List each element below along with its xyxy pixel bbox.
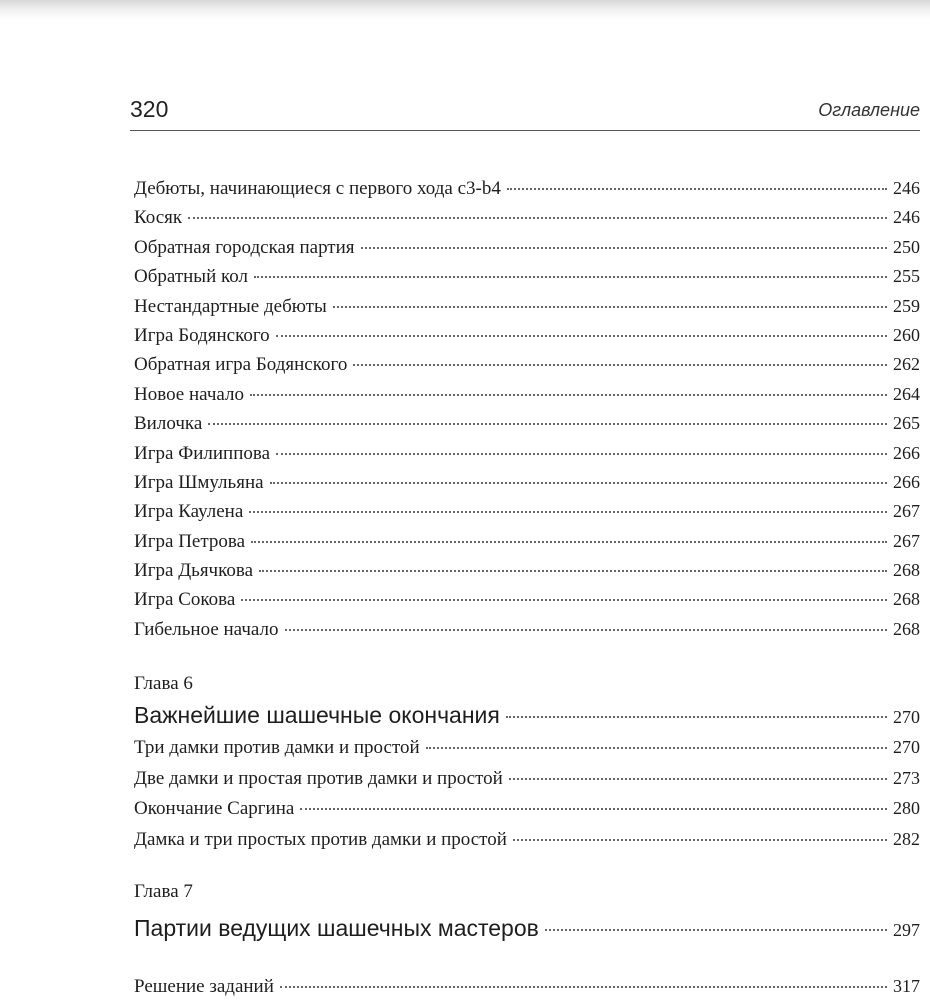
toc-entry	[134, 585, 920, 614]
toc-entry-title: Окончание Саргина	[134, 798, 295, 819]
chapter-title-entry	[134, 698, 920, 732]
dot-leader	[259, 570, 887, 572]
toc-entry	[134, 972, 920, 1001]
toc-entry-title: Две дамки и простая против дамки и простой	[134, 767, 503, 789]
toc-entry-page: 260	[893, 324, 920, 345]
chapter-label: Глава 6	[134, 673, 193, 694]
chapter-title: Партии ведущих шашечных мастеров	[134, 915, 539, 941]
chapter-title-entry	[134, 906, 920, 950]
toc-entry-title: Решение заданий	[134, 976, 274, 997]
scan-shadow	[0, 0, 930, 20]
toc-entry	[134, 527, 920, 556]
toc-entry-title: Обратная игра Бодянского	[134, 354, 348, 376]
toc-entry-page: 317	[893, 976, 920, 996]
toc-entry-page: 246	[893, 178, 920, 198]
chapter-7-block	[134, 878, 920, 950]
toc-entry-page: 273	[893, 767, 920, 788]
toc-entry-page: 268	[893, 589, 920, 610]
toc-entry-title: Игра Дьячкова	[134, 560, 254, 582]
toc-entry-page: 250	[893, 236, 920, 257]
dot-leader	[300, 808, 887, 810]
dot-leader	[506, 716, 887, 718]
dot-leader	[241, 599, 887, 601]
toc-entry-title: Обратная городская партия	[134, 236, 355, 258]
toc-entry	[134, 380, 920, 409]
dot-leader	[426, 747, 887, 749]
toc-entry	[134, 203, 920, 232]
toc-entry	[134, 262, 920, 291]
dot-leader	[361, 247, 887, 249]
toc-entry-title: Игра Шмульяна	[134, 471, 264, 493]
toc-list	[134, 174, 920, 644]
dot-leader	[507, 188, 887, 190]
dot-leader	[276, 335, 887, 337]
dot-leader	[509, 778, 887, 780]
dot-leader	[280, 986, 887, 988]
toc-entry	[134, 468, 920, 497]
toc-entry	[134, 793, 920, 824]
toc-entry	[134, 174, 920, 203]
toc-entry-title: Вилочка	[134, 413, 203, 435]
chapter-label: Глава 7	[134, 881, 193, 902]
toc-entry-title: Гибельное начало	[134, 618, 279, 640]
toc-entry-page: 259	[893, 295, 920, 316]
toc-entry-page: 255	[893, 266, 920, 287]
dot-leader	[333, 306, 887, 308]
dot-leader	[276, 453, 887, 455]
toc-entry	[134, 615, 920, 644]
toc-entry-page: 265	[893, 413, 920, 434]
toc-entry	[134, 409, 920, 438]
toc-entry-page: 266	[893, 471, 920, 492]
toc-entry-title: Новое начало	[134, 383, 244, 405]
section-title: Оглавление	[818, 100, 920, 120]
toc-entry-page: 270	[893, 737, 920, 757]
dot-leader	[254, 276, 887, 278]
toc-entry-page: 268	[893, 618, 920, 639]
toc-entry-title: Игра Филиппова	[134, 442, 271, 464]
chapter-title: Важнейшие шашечные окончания	[134, 702, 500, 728]
toc-entry-page: 267	[893, 501, 920, 522]
dot-leader	[250, 394, 887, 396]
toc-entry-page: 246	[893, 207, 920, 228]
toc-entry	[134, 497, 920, 526]
toc-entry-title: Игра Бодянского	[134, 324, 270, 346]
dot-leader	[270, 482, 887, 484]
toc-entry-title: Обратный кол	[134, 266, 248, 288]
running-head	[130, 96, 920, 130]
toc-entry-page: 282	[893, 828, 920, 849]
toc-entry-title: Три дамки против дамки и простой	[134, 737, 420, 758]
toc-entry	[134, 439, 920, 468]
dot-leader	[353, 364, 887, 366]
dot-leader	[545, 929, 887, 931]
chapter-page: 270	[893, 707, 920, 727]
toc-entry	[134, 824, 920, 855]
toc-entry-page: 264	[893, 383, 920, 404]
toc-entry	[134, 556, 920, 585]
chapter-page: 297	[893, 920, 920, 940]
dot-leader	[188, 217, 887, 219]
toc-entry-title: Дамка и три простых против дамки и простой	[134, 828, 507, 850]
dot-leader	[208, 423, 887, 425]
chapter-6-block	[134, 670, 920, 854]
toc-entry-title: Дебюты, начинающиеся с первого хода c3-b4	[134, 178, 501, 199]
toc-entry-title: Косяк	[134, 207, 183, 229]
answers-block	[134, 972, 920, 1001]
toc-entry-page: 280	[893, 798, 920, 818]
toc-entry-title: Игра Каулена	[134, 501, 244, 523]
toc-entry	[134, 233, 920, 262]
dot-leader	[285, 629, 888, 631]
toc-entry-title: Нестандартные дебюты	[134, 295, 327, 317]
toc-entry	[134, 350, 920, 379]
toc-entry-page: 267	[893, 530, 920, 551]
toc-entry	[134, 732, 920, 763]
toc-entry	[134, 321, 920, 350]
toc-entry	[134, 292, 920, 321]
toc-entry-title: Игра Петрова	[134, 530, 246, 552]
dot-leader	[513, 839, 887, 841]
toc-entry-page: 266	[893, 442, 920, 463]
toc-entry-page: 262	[893, 354, 920, 375]
toc-entry-title: Игра Сокова	[134, 589, 236, 611]
toc-entry-page: 268	[893, 560, 920, 581]
toc-entry	[134, 763, 920, 794]
dot-leader	[249, 511, 887, 513]
page-number: 320	[130, 96, 169, 122]
dot-leader	[251, 541, 887, 543]
header-rule	[130, 130, 920, 131]
